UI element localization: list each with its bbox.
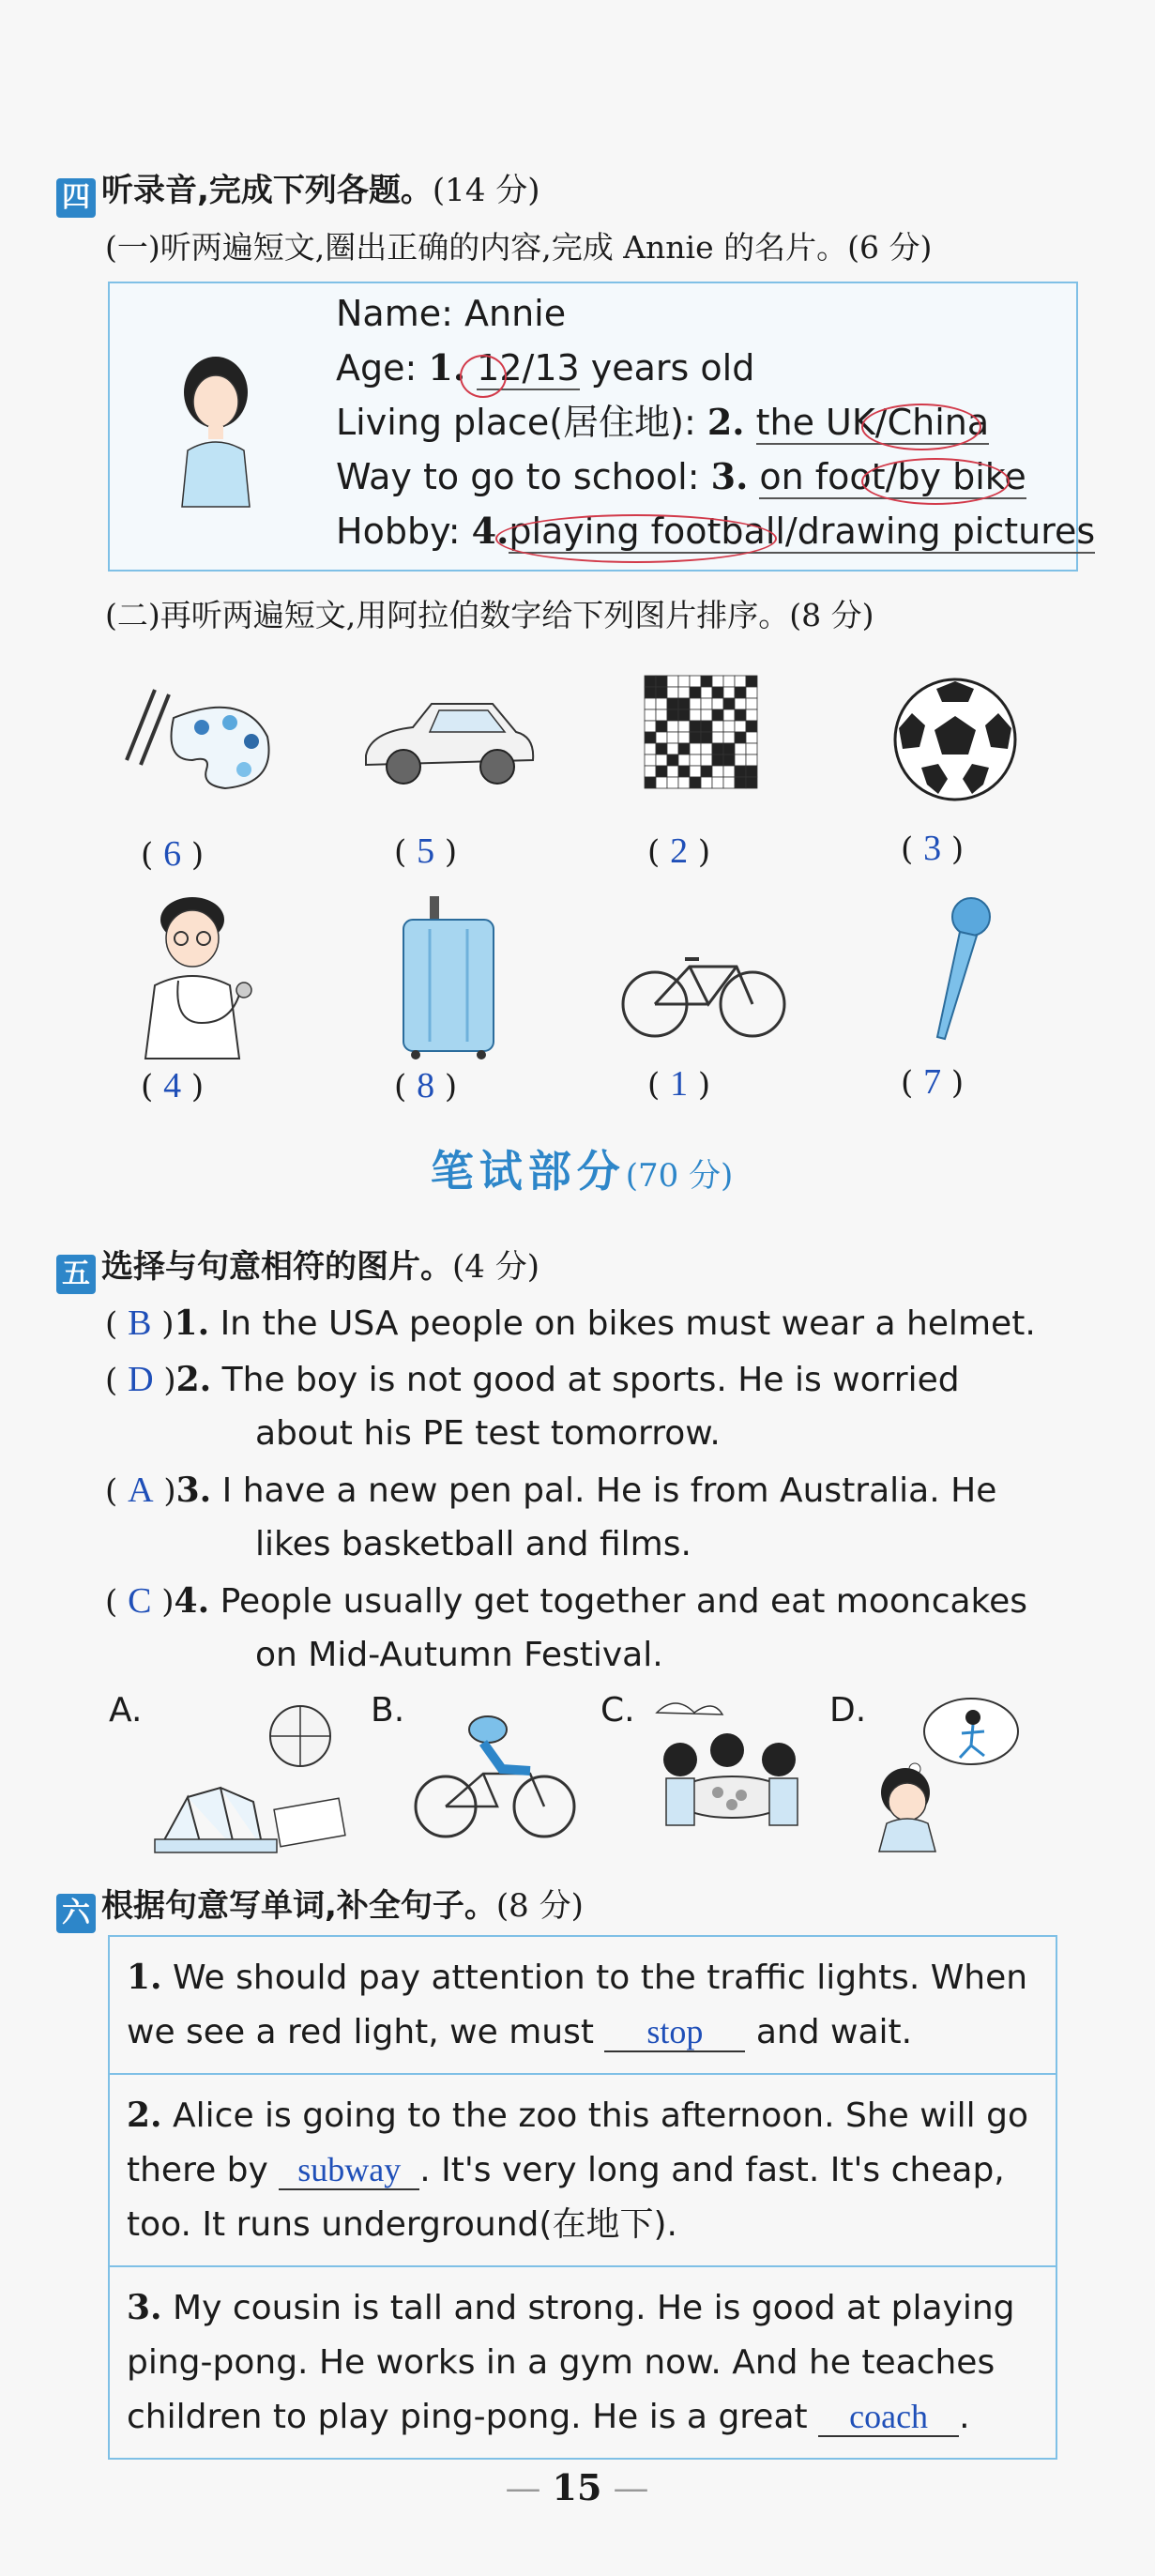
picture-answer-4: ( 3 ) (901, 829, 965, 868)
crossword-icon (643, 674, 760, 805)
s6-answer-3[interactable]: coach (818, 2398, 959, 2437)
circle-mark-hobby (495, 514, 777, 563)
circle-mark-way (861, 458, 1010, 505)
circle-mark-living (861, 404, 981, 450)
opera-house-basketball-icon (150, 1699, 352, 1858)
section4-badge: 四 (56, 178, 96, 218)
circle-mark-age (460, 355, 507, 398)
option-b-label: B. (371, 1691, 405, 1730)
suitcase-icon (392, 892, 505, 1060)
card-way: Way to go to school: 3. on foot/by bike (336, 455, 1026, 497)
picture-answer-8: ( 7 ) (901, 1062, 965, 1102)
section6-badge: 六 (56, 1894, 96, 1933)
card-hobby: Hobby: 4.playing football/drawing pictures (336, 510, 1096, 552)
written-heading: 笔试部分(70 分) (430, 1146, 734, 1197)
page-number: — 15 — (505, 2466, 649, 2508)
picture-answer-6: ( 8 ) (394, 1066, 458, 1105)
living-options: the UK/China (755, 402, 990, 443)
s6-answer-2[interactable]: subway (279, 2151, 419, 2190)
s5-item-1: ( B )1. In the USA people on bikes must wear a helmet. (105, 1303, 1036, 1343)
hobby-options: playing football/drawing pictures (509, 511, 1096, 552)
s5-item-2: ( D )2. The boy is not good at sports. He is worried (105, 1360, 960, 1399)
bicycle-icon (619, 948, 788, 1042)
picture-answer-3: ( 2 ) (647, 831, 711, 871)
picture-answer-1: ( 6 ) (141, 834, 205, 874)
helmet-cyclist-icon (408, 1713, 582, 1844)
card-name: Name: Annie (336, 293, 567, 334)
s5-item-2-line2: about his PE test tomorrow. (255, 1414, 721, 1453)
s5-item-3: ( A )3. I have a new pen pal. He is from Australia. He (105, 1471, 997, 1510)
section4-part1: (一)听两遍短文,圈出正确的内容,完成 Annie 的名片。(6 分) (105, 229, 933, 266)
worried-boy-icon (868, 1694, 1027, 1853)
option-a-label: A. (109, 1691, 143, 1730)
girl-illustration (160, 347, 272, 516)
paint-palette-icon (113, 680, 277, 802)
s5-item-4: ( C )4. People usually get together and eat mooncakes (105, 1581, 1028, 1621)
car-icon (357, 690, 540, 793)
section4-title: 四 听录音,完成下列各题。(14 分) (56, 164, 540, 218)
s6-question-2: 2. Alice is going to the zoo this afternoon. She will go there by subway . It's very long and fast. It's cheap, too. It runs underground(在地下). (110, 2075, 1056, 2267)
section4-part2: (二)再听两遍短文,用阿拉伯数字给下列图片排序。(8 分) (105, 597, 874, 633)
option-d-label: D. (829, 1691, 867, 1730)
s5-item-3-line2: likes basketball and films. (255, 1525, 691, 1563)
s6-question-3: 3. My cousin is tall and strong. He is good at playing ping-pong. He works in a gym now. And he teaches children to play ping-pong. He is a great coach . (127, 2288, 1015, 2436)
section6-box (108, 1935, 1057, 2460)
section5-badge: 五 (56, 1255, 96, 1294)
card-age: Age: 1. 12/13 years old (336, 346, 755, 389)
picture-answer-5: ( 4 ) (141, 1066, 205, 1105)
option-c-label: C. (600, 1691, 635, 1730)
mooncake-family-icon (638, 1694, 826, 1844)
card-living: Living place(居住地): 2. the UK/China (336, 401, 990, 443)
picture-answer-7: ( 1 ) (647, 1064, 711, 1104)
picture-answer-2: ( 5 ) (394, 831, 458, 871)
age-options: 12/13 (477, 347, 580, 389)
football-icon (889, 674, 1021, 805)
section6-title: 六 根据句意写单词,补全句子。(8 分) (56, 1880, 584, 1933)
microphone-icon (924, 896, 999, 1046)
s5-item-4-line2: on Mid-Autumn Festival. (255, 1636, 663, 1674)
doctor-icon (127, 892, 267, 1060)
s6-question-1: 1. We should pay attention to the traffic lights. When we see a red light, we must stop and wait. (110, 1937, 1056, 2075)
s6-answer-1[interactable]: stop (604, 2013, 745, 2052)
way-options: on foot/by bike (759, 456, 1026, 497)
section5-title: 五 选择与句意相符的图片。(4 分) (56, 1241, 540, 1294)
